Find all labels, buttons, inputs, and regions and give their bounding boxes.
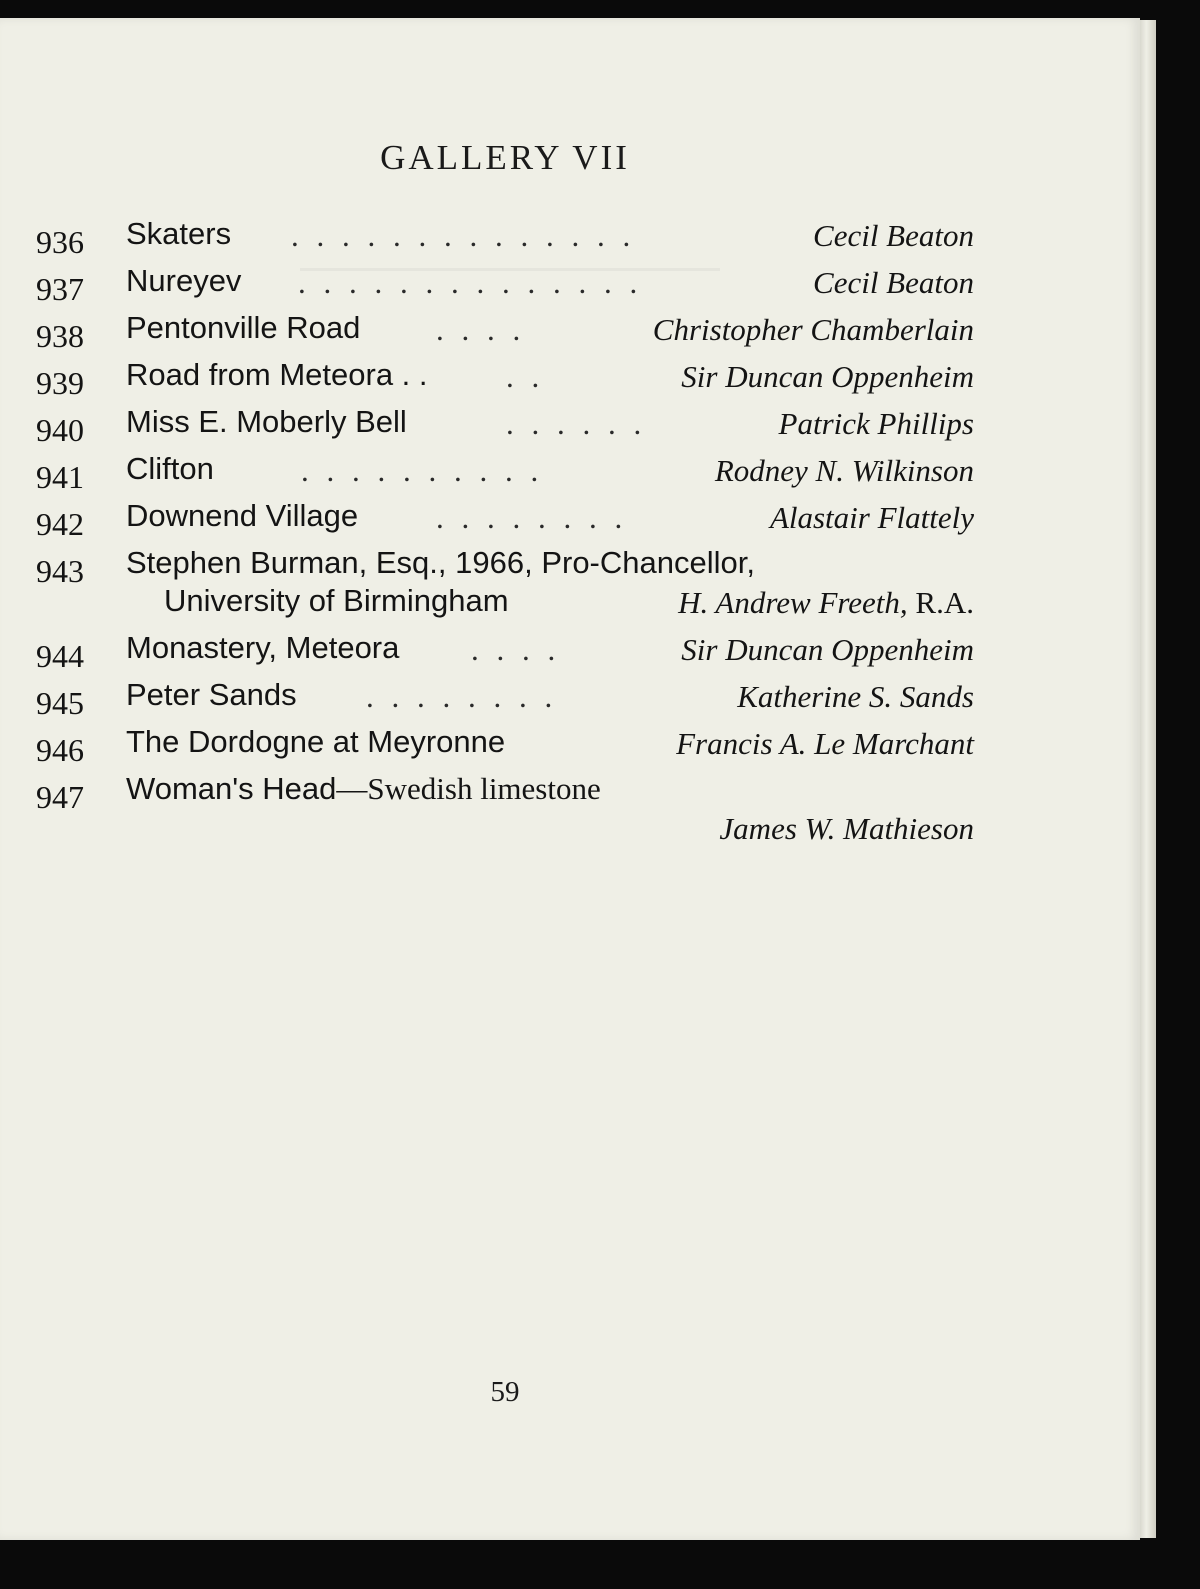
- page-edge: [1140, 20, 1156, 1538]
- entry-title: The Dordogne at Meyronne: [126, 724, 506, 759]
- dot-leaders: . . . . . .: [506, 406, 647, 441]
- entry-artist: Patrick Phillips: [778, 406, 974, 441]
- dot-leaders: . . . .: [436, 312, 526, 347]
- dot-leaders: . . . . . . . . . . . . . .: [298, 265, 643, 300]
- catalogue-entry-945: [36, 677, 974, 723]
- catalogue-entry-946: [36, 724, 974, 770]
- entry-artist: Francis A. Le Marchant: [676, 726, 974, 761]
- dot-leaders: . . . . . . . . . . . . . .: [291, 218, 636, 253]
- entry-number: 939: [36, 365, 84, 401]
- entry-number: 946: [36, 732, 84, 768]
- entry-title: Downend Village: [126, 498, 359, 533]
- gallery-heading: GALLERY VII: [380, 138, 630, 177]
- entry-title: Skaters: [126, 216, 232, 251]
- entry-number: 937: [36, 271, 84, 307]
- entry-artist: Cecil Beaton: [813, 265, 974, 300]
- entry-number: 943: [36, 553, 84, 589]
- dot-leaders: . .: [506, 359, 545, 394]
- artist-suffix: R.A.: [915, 585, 974, 620]
- entry-title: Peter Sands: [126, 677, 297, 712]
- entry-title: Road from Meteora . .: [126, 357, 428, 392]
- entry-title-medium: —Swedish limestone: [336, 771, 601, 806]
- entry-title: Monastery, Meteora: [126, 630, 400, 665]
- entry-title: Stephen Burman, Esq., 1966, Pro-Chancellor,: [126, 545, 755, 580]
- entry-title: [126, 771, 601, 807]
- entry-artist: James W. Mathieson: [719, 811, 974, 846]
- catalogue-entry-938: [36, 310, 974, 356]
- entry-number: 947: [36, 779, 84, 815]
- dot-leaders: . . . . . . . . . .: [301, 453, 544, 488]
- entry-artist: Christopher Chamberlain: [652, 312, 974, 347]
- dot-leaders: . . . . . . . .: [436, 500, 628, 535]
- dot-leaders: . . . .: [471, 632, 561, 667]
- catalogue-entry-947: [36, 771, 974, 857]
- catalogue-entry-939: [36, 357, 974, 403]
- entry-title-continuation: University of Birmingham: [164, 583, 509, 618]
- catalogue-entry-943: [36, 545, 974, 631]
- catalogue-entry-936: [36, 216, 974, 262]
- entry-number: 941: [36, 459, 84, 495]
- entry-artist: Katherine S. Sands: [737, 679, 974, 714]
- entry-title: Miss E. Moberly Bell: [126, 404, 407, 439]
- dot-leaders: . . . . . . . .: [366, 679, 558, 714]
- entry-artist: [678, 585, 974, 621]
- catalogue-entry-937: [36, 263, 974, 309]
- page-number: 59: [490, 1376, 520, 1408]
- catalogue-entry-940: [36, 404, 974, 450]
- entry-artist: Rodney N. Wilkinson: [714, 453, 974, 488]
- entry-artist: Cecil Beaton: [813, 218, 974, 253]
- catalogue-entry-942: [36, 498, 974, 544]
- entry-title-main: Woman's Head: [126, 771, 337, 806]
- entry-number: 944: [36, 638, 84, 674]
- entry-title: Clifton: [126, 451, 214, 486]
- entry-title: Pentonville Road: [126, 310, 361, 345]
- catalogue-entry-941: [36, 451, 974, 497]
- entry-number: 945: [36, 685, 84, 721]
- entry-number: 940: [36, 412, 84, 448]
- artist-name: H. Andrew Freeth,: [678, 585, 908, 620]
- catalogue-entry-944: [36, 630, 974, 676]
- catalogue-page: [0, 18, 1140, 1540]
- entry-number: 936: [36, 224, 84, 260]
- entry-artist: Alastair Flattely: [769, 500, 974, 535]
- entry-artist: Sir Duncan Oppenheim: [681, 632, 974, 667]
- entry-number: 938: [36, 318, 84, 354]
- entry-title: Nureyev: [126, 263, 242, 298]
- entry-artist: Sir Duncan Oppenheim: [681, 359, 974, 394]
- entry-number: 942: [36, 506, 84, 542]
